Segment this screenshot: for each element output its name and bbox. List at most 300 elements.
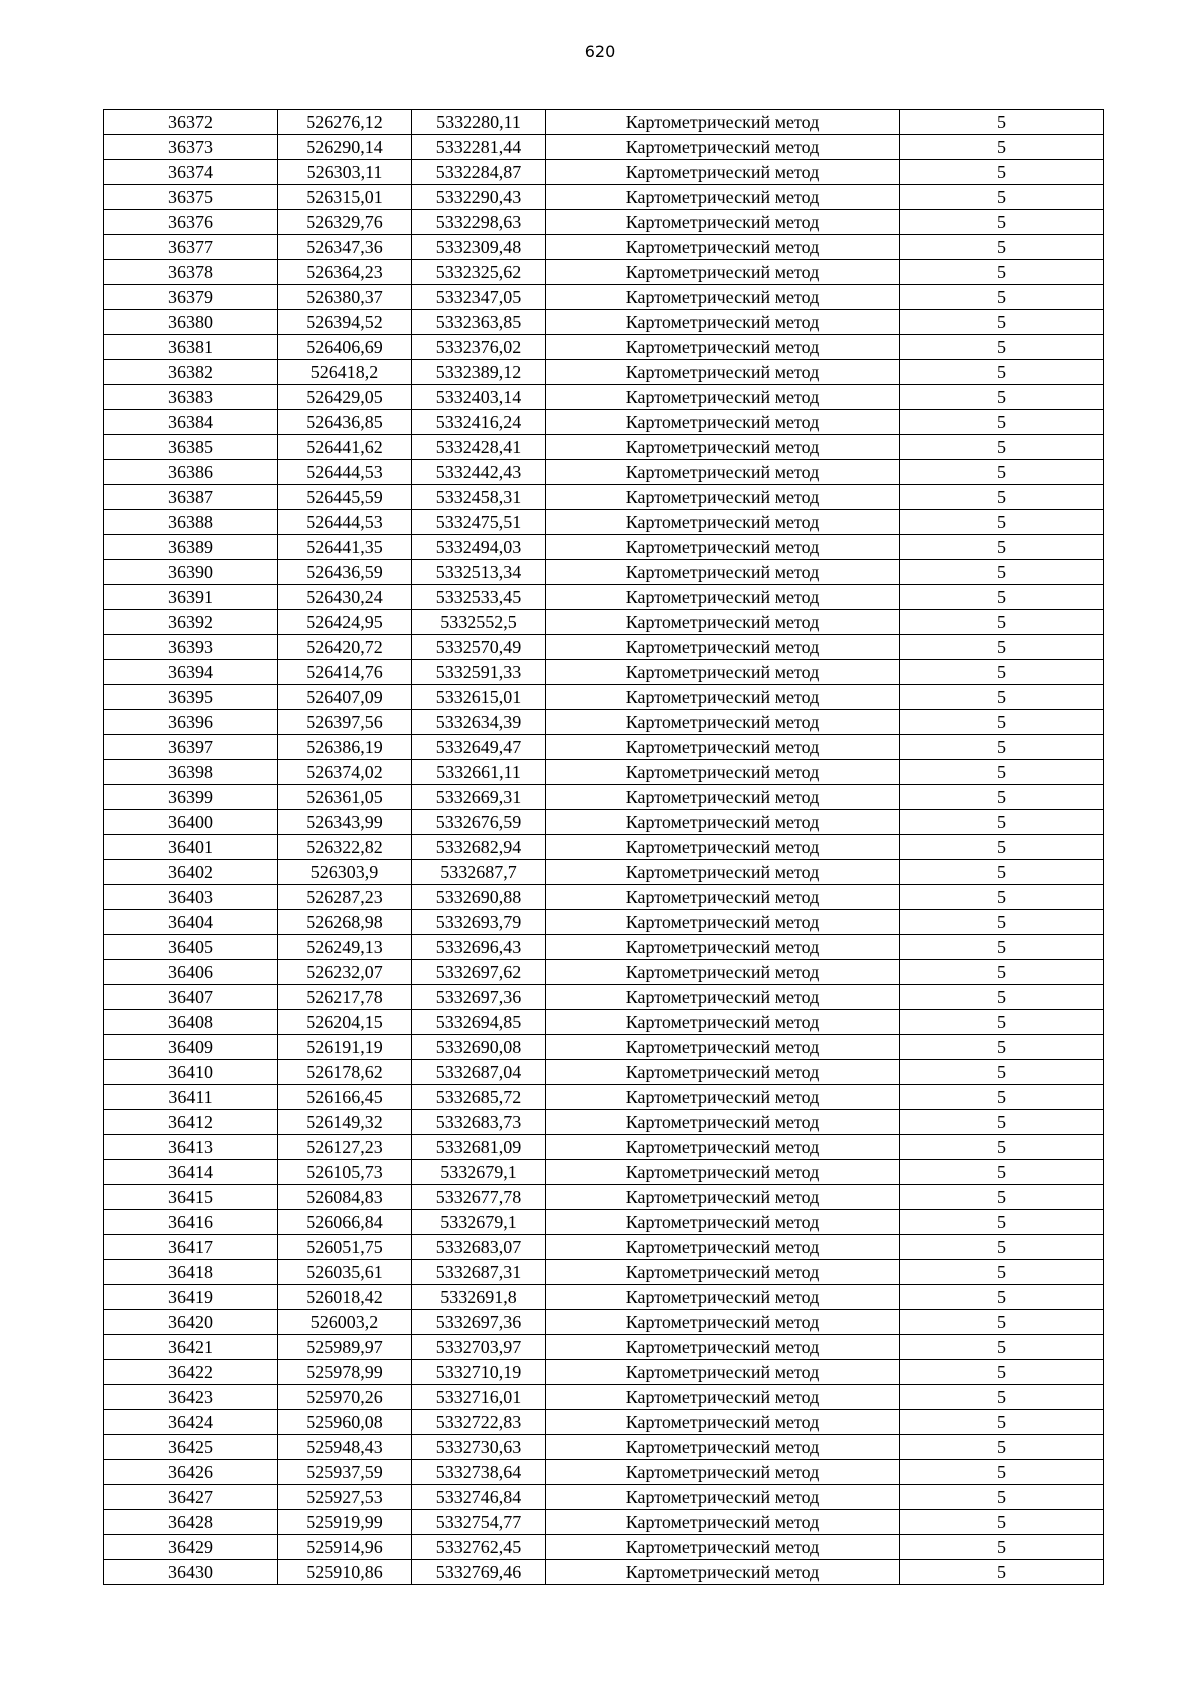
table-row [104, 260, 1104, 285]
y-coordinate-cell: 5332682,94 [412, 835, 546, 860]
accuracy-cell: 5 [900, 735, 1104, 760]
accuracy-cell: 5 [900, 410, 1104, 435]
x-coordinate-cell: 526436,85 [278, 410, 412, 435]
accuracy-cell: 5 [900, 1135, 1104, 1160]
point-number-cell: 36391 [104, 585, 278, 610]
table-row [104, 1285, 1104, 1310]
accuracy-cell: 5 [900, 1210, 1104, 1235]
y-coordinate-cell: 5332769,46 [412, 1560, 546, 1585]
x-coordinate-cell: 526420,72 [278, 635, 412, 660]
y-coordinate-cell: 5332309,48 [412, 235, 546, 260]
point-number-cell: 36403 [104, 885, 278, 910]
y-coordinate-cell: 5332722,83 [412, 1410, 546, 1435]
accuracy-cell: 5 [900, 785, 1104, 810]
method-cell: Картометрический метод [546, 535, 900, 560]
method-cell: Картометрический метод [546, 935, 900, 960]
method-cell: Картометрический метод [546, 1510, 900, 1535]
table-row [104, 1010, 1104, 1035]
accuracy-cell: 5 [900, 1060, 1104, 1085]
y-coordinate-cell: 5332428,41 [412, 435, 546, 460]
accuracy-cell: 5 [900, 585, 1104, 610]
method-cell: Картометрический метод [546, 485, 900, 510]
accuracy-cell: 5 [900, 1085, 1104, 1110]
x-coordinate-cell: 526003,2 [278, 1310, 412, 1335]
accuracy-cell: 5 [900, 885, 1104, 910]
table-row [104, 285, 1104, 310]
x-coordinate-cell: 526430,24 [278, 585, 412, 610]
x-coordinate-cell: 526414,76 [278, 660, 412, 685]
point-number-cell: 36396 [104, 710, 278, 735]
accuracy-cell: 5 [900, 935, 1104, 960]
y-coordinate-cell: 5332591,33 [412, 660, 546, 685]
x-coordinate-cell: 526217,78 [278, 985, 412, 1010]
accuracy-cell: 5 [900, 660, 1104, 685]
table-row [104, 1110, 1104, 1135]
method-cell: Картометрический метод [546, 260, 900, 285]
method-cell: Картометрический метод [546, 1035, 900, 1060]
y-coordinate-cell: 5332634,39 [412, 710, 546, 735]
x-coordinate-cell: 526268,98 [278, 910, 412, 935]
point-number-cell: 36388 [104, 510, 278, 535]
method-cell: Картометрический метод [546, 185, 900, 210]
table-row [104, 1235, 1104, 1260]
point-number-cell: 36412 [104, 1110, 278, 1135]
point-number-cell: 36380 [104, 310, 278, 335]
x-coordinate-cell: 526249,13 [278, 935, 412, 960]
y-coordinate-cell: 5332290,43 [412, 185, 546, 210]
point-number-cell: 36377 [104, 235, 278, 260]
point-number-cell: 36402 [104, 860, 278, 885]
y-coordinate-cell: 5332615,01 [412, 685, 546, 710]
point-number-cell: 36374 [104, 160, 278, 185]
method-cell: Картометрический метод [546, 1535, 900, 1560]
table-row [104, 1260, 1104, 1285]
point-number-cell: 36415 [104, 1185, 278, 1210]
y-coordinate-cell: 5332683,73 [412, 1110, 546, 1135]
x-coordinate-cell: 526191,19 [278, 1035, 412, 1060]
y-coordinate-cell: 5332696,43 [412, 935, 546, 960]
x-coordinate-cell: 526287,23 [278, 885, 412, 910]
point-number-cell: 36425 [104, 1435, 278, 1460]
method-cell: Картометрический метод [546, 1485, 900, 1510]
method-cell: Картометрический метод [546, 885, 900, 910]
table-row [104, 560, 1104, 585]
accuracy-cell: 5 [900, 560, 1104, 585]
point-number-cell: 36397 [104, 735, 278, 760]
method-cell: Картометрический метод [546, 985, 900, 1010]
method-cell: Картометрический метод [546, 710, 900, 735]
x-coordinate-cell: 526232,07 [278, 960, 412, 985]
y-coordinate-cell: 5332676,59 [412, 810, 546, 835]
y-coordinate-cell: 5332669,31 [412, 785, 546, 810]
point-number-cell: 36428 [104, 1510, 278, 1535]
point-number-cell: 36411 [104, 1085, 278, 1110]
y-coordinate-cell: 5332416,24 [412, 410, 546, 435]
point-number-cell: 36410 [104, 1060, 278, 1085]
table-row [104, 510, 1104, 535]
y-coordinate-cell: 5332738,64 [412, 1460, 546, 1485]
x-coordinate-cell: 525978,99 [278, 1360, 412, 1385]
accuracy-cell: 5 [900, 435, 1104, 460]
method-cell: Картометрический метод [546, 310, 900, 335]
point-number-cell: 36401 [104, 835, 278, 860]
method-cell: Картометрический метод [546, 835, 900, 860]
method-cell: Картометрический метод [546, 1285, 900, 1310]
method-cell: Картометрический метод [546, 760, 900, 785]
accuracy-cell: 5 [900, 235, 1104, 260]
point-number-cell: 36375 [104, 185, 278, 210]
accuracy-cell: 5 [900, 1435, 1104, 1460]
table-row [104, 1160, 1104, 1185]
accuracy-cell: 5 [900, 1510, 1104, 1535]
y-coordinate-cell: 5332691,8 [412, 1285, 546, 1310]
y-coordinate-cell: 5332475,51 [412, 510, 546, 535]
y-coordinate-cell: 5332376,02 [412, 335, 546, 360]
y-coordinate-cell: 5332458,31 [412, 485, 546, 510]
y-coordinate-cell: 5332552,5 [412, 610, 546, 635]
table-row [104, 1185, 1104, 1210]
x-coordinate-cell: 526127,23 [278, 1135, 412, 1160]
accuracy-cell: 5 [900, 1360, 1104, 1385]
y-coordinate-cell: 5332677,78 [412, 1185, 546, 1210]
accuracy-cell: 5 [900, 810, 1104, 835]
y-coordinate-cell: 5332697,36 [412, 985, 546, 1010]
table-row [104, 1135, 1104, 1160]
y-coordinate-cell: 5332693,79 [412, 910, 546, 935]
method-cell: Картометрический метод [546, 960, 900, 985]
point-number-cell: 36395 [104, 685, 278, 710]
table-row [104, 435, 1104, 460]
accuracy-cell: 5 [900, 835, 1104, 860]
y-coordinate-cell: 5332687,04 [412, 1060, 546, 1085]
accuracy-cell: 5 [900, 1535, 1104, 1560]
accuracy-cell: 5 [900, 535, 1104, 560]
method-cell: Картометрический метод [546, 410, 900, 435]
y-coordinate-cell: 5332690,88 [412, 885, 546, 910]
point-number-cell: 36417 [104, 1235, 278, 1260]
coordinates-table-body [104, 110, 1104, 1585]
x-coordinate-cell: 526204,15 [278, 1010, 412, 1035]
accuracy-cell: 5 [900, 1285, 1104, 1310]
y-coordinate-cell: 5332679,1 [412, 1210, 546, 1235]
accuracy-cell: 5 [900, 910, 1104, 935]
y-coordinate-cell: 5332697,62 [412, 960, 546, 985]
accuracy-cell: 5 [900, 760, 1104, 785]
x-coordinate-cell: 526329,76 [278, 210, 412, 235]
method-cell: Картометрический метод [546, 285, 900, 310]
x-coordinate-cell: 526347,36 [278, 235, 412, 260]
point-number-cell: 36407 [104, 985, 278, 1010]
method-cell: Картометрический метод [546, 1385, 900, 1410]
y-coordinate-cell: 5332754,77 [412, 1510, 546, 1535]
accuracy-cell: 5 [900, 1485, 1104, 1510]
table-row [104, 410, 1104, 435]
table-row [104, 1360, 1104, 1385]
point-number-cell: 36416 [104, 1210, 278, 1235]
x-coordinate-cell: 525937,59 [278, 1460, 412, 1485]
y-coordinate-cell: 5332280,11 [412, 110, 546, 135]
y-coordinate-cell: 5332687,31 [412, 1260, 546, 1285]
x-coordinate-cell: 526444,53 [278, 460, 412, 485]
table-row [104, 1560, 1104, 1585]
point-number-cell: 36387 [104, 485, 278, 510]
x-coordinate-cell: 526397,56 [278, 710, 412, 735]
y-coordinate-cell: 5332513,34 [412, 560, 546, 585]
accuracy-cell: 5 [900, 310, 1104, 335]
point-number-cell: 36404 [104, 910, 278, 935]
point-number-cell: 36386 [104, 460, 278, 485]
method-cell: Картометрический метод [546, 560, 900, 585]
x-coordinate-cell: 526441,62 [278, 435, 412, 460]
x-coordinate-cell: 526105,73 [278, 1160, 412, 1185]
point-number-cell: 36421 [104, 1335, 278, 1360]
method-cell: Картометрический метод [546, 1135, 900, 1160]
x-coordinate-cell: 526149,32 [278, 1110, 412, 1135]
table-row [104, 485, 1104, 510]
point-number-cell: 36384 [104, 410, 278, 435]
accuracy-cell: 5 [900, 385, 1104, 410]
method-cell: Картометрический метод [546, 135, 900, 160]
method-cell: Картометрический метод [546, 610, 900, 635]
table-row [104, 535, 1104, 560]
table-row [104, 960, 1104, 985]
y-coordinate-cell: 5332347,05 [412, 285, 546, 310]
table-row [104, 385, 1104, 410]
table-row [104, 1535, 1104, 1560]
table-row [104, 910, 1104, 935]
x-coordinate-cell: 525927,53 [278, 1485, 412, 1510]
method-cell: Картометрический метод [546, 1085, 900, 1110]
x-coordinate-cell: 525970,26 [278, 1385, 412, 1410]
point-number-cell: 36400 [104, 810, 278, 835]
point-number-cell: 36393 [104, 635, 278, 660]
point-number-cell: 36399 [104, 785, 278, 810]
point-number-cell: 36418 [104, 1260, 278, 1285]
point-number-cell: 36419 [104, 1285, 278, 1310]
y-coordinate-cell: 5332687,7 [412, 860, 546, 885]
method-cell: Картометрический метод [546, 460, 900, 485]
x-coordinate-cell: 526445,59 [278, 485, 412, 510]
x-coordinate-cell: 526424,95 [278, 610, 412, 635]
method-cell: Картометрический метод [546, 335, 900, 360]
method-cell: Картометрический метод [546, 1260, 900, 1285]
accuracy-cell: 5 [900, 960, 1104, 985]
accuracy-cell: 5 [900, 610, 1104, 635]
method-cell: Картометрический метод [546, 660, 900, 685]
accuracy-cell: 5 [900, 1235, 1104, 1260]
x-coordinate-cell: 526066,84 [278, 1210, 412, 1235]
table-row [104, 185, 1104, 210]
x-coordinate-cell: 526364,23 [278, 260, 412, 285]
x-coordinate-cell: 526418,2 [278, 360, 412, 385]
y-coordinate-cell: 5332746,84 [412, 1485, 546, 1510]
table-row [104, 1410, 1104, 1435]
point-number-cell: 36408 [104, 1010, 278, 1035]
accuracy-cell: 5 [900, 360, 1104, 385]
accuracy-cell: 5 [900, 1260, 1104, 1285]
method-cell: Картометрический метод [546, 1360, 900, 1385]
point-number-cell: 36429 [104, 1535, 278, 1560]
table-row [104, 1060, 1104, 1085]
table-row [104, 935, 1104, 960]
point-number-cell: 36378 [104, 260, 278, 285]
point-number-cell: 36381 [104, 335, 278, 360]
table-row [104, 235, 1104, 260]
method-cell: Картометрический метод [546, 1335, 900, 1360]
x-coordinate-cell: 526394,52 [278, 310, 412, 335]
x-coordinate-cell: 526343,99 [278, 810, 412, 835]
table-row [104, 685, 1104, 710]
x-coordinate-cell: 525910,86 [278, 1560, 412, 1585]
coordinates-table [103, 109, 1104, 1585]
accuracy-cell: 5 [900, 510, 1104, 535]
table-row [104, 1385, 1104, 1410]
accuracy-cell: 5 [900, 985, 1104, 1010]
y-coordinate-cell: 5332442,43 [412, 460, 546, 485]
x-coordinate-cell: 526018,42 [278, 1285, 412, 1310]
x-coordinate-cell: 526429,05 [278, 385, 412, 410]
method-cell: Картометрический метод [546, 585, 900, 610]
table-row [104, 335, 1104, 360]
x-coordinate-cell: 526386,19 [278, 735, 412, 760]
x-coordinate-cell: 526276,12 [278, 110, 412, 135]
accuracy-cell: 5 [900, 135, 1104, 160]
accuracy-cell: 5 [900, 1560, 1104, 1585]
y-coordinate-cell: 5332683,07 [412, 1235, 546, 1260]
point-number-cell: 36382 [104, 360, 278, 385]
table-row [104, 735, 1104, 760]
accuracy-cell: 5 [900, 1335, 1104, 1360]
table-row [104, 310, 1104, 335]
table-row [104, 585, 1104, 610]
table-row [104, 1510, 1104, 1535]
point-number-cell: 36427 [104, 1485, 278, 1510]
accuracy-cell: 5 [900, 635, 1104, 660]
point-number-cell: 36390 [104, 560, 278, 585]
accuracy-cell: 5 [900, 160, 1104, 185]
x-coordinate-cell: 526322,82 [278, 835, 412, 860]
y-coordinate-cell: 5332685,72 [412, 1085, 546, 1110]
method-cell: Картометрический метод [546, 635, 900, 660]
accuracy-cell: 5 [900, 1010, 1104, 1035]
method-cell: Картометрический метод [546, 685, 900, 710]
method-cell: Картометрический метод [546, 860, 900, 885]
method-cell: Картометрический метод [546, 810, 900, 835]
point-number-cell: 36379 [104, 285, 278, 310]
method-cell: Картометрический метод [546, 435, 900, 460]
point-number-cell: 36423 [104, 1385, 278, 1410]
point-number-cell: 36413 [104, 1135, 278, 1160]
x-coordinate-cell: 526374,02 [278, 760, 412, 785]
y-coordinate-cell: 5332281,44 [412, 135, 546, 160]
point-number-cell: 36424 [104, 1410, 278, 1435]
table-row [104, 660, 1104, 685]
method-cell: Картометрический метод [546, 210, 900, 235]
point-number-cell: 36373 [104, 135, 278, 160]
x-coordinate-cell: 526436,59 [278, 560, 412, 585]
point-number-cell: 36383 [104, 385, 278, 410]
accuracy-cell: 5 [900, 210, 1104, 235]
method-cell: Картометрический метод [546, 1235, 900, 1260]
method-cell: Картометрический метод [546, 1210, 900, 1235]
method-cell: Картометрический метод [546, 385, 900, 410]
table-row [104, 135, 1104, 160]
table-row [104, 635, 1104, 660]
x-coordinate-cell: 526051,75 [278, 1235, 412, 1260]
accuracy-cell: 5 [900, 460, 1104, 485]
table-row [104, 985, 1104, 1010]
y-coordinate-cell: 5332762,45 [412, 1535, 546, 1560]
x-coordinate-cell: 526303,11 [278, 160, 412, 185]
point-number-cell: 36392 [104, 610, 278, 635]
table-row [104, 610, 1104, 635]
y-coordinate-cell: 5332570,49 [412, 635, 546, 660]
table-row [104, 810, 1104, 835]
x-coordinate-cell: 526166,45 [278, 1085, 412, 1110]
method-cell: Картометрический метод [546, 1410, 900, 1435]
accuracy-cell: 5 [900, 1185, 1104, 1210]
x-coordinate-cell: 525948,43 [278, 1435, 412, 1460]
table-row [104, 885, 1104, 910]
table-row [104, 760, 1104, 785]
x-coordinate-cell: 526035,61 [278, 1260, 412, 1285]
accuracy-cell: 5 [900, 1160, 1104, 1185]
accuracy-cell: 5 [900, 685, 1104, 710]
table-row [104, 710, 1104, 735]
y-coordinate-cell: 5332716,01 [412, 1385, 546, 1410]
table-row [104, 860, 1104, 885]
point-number-cell: 36426 [104, 1460, 278, 1485]
y-coordinate-cell: 5332679,1 [412, 1160, 546, 1185]
method-cell: Картометрический метод [546, 1185, 900, 1210]
x-coordinate-cell: 525989,97 [278, 1335, 412, 1360]
method-cell: Картометрический метод [546, 1010, 900, 1035]
y-coordinate-cell: 5332697,36 [412, 1310, 546, 1335]
accuracy-cell: 5 [900, 1410, 1104, 1435]
page-number: 620 [584, 42, 616, 61]
point-number-cell: 36430 [104, 1560, 278, 1585]
x-coordinate-cell: 526178,62 [278, 1060, 412, 1085]
accuracy-cell: 5 [900, 260, 1104, 285]
point-number-cell: 36372 [104, 110, 278, 135]
y-coordinate-cell: 5332403,14 [412, 385, 546, 410]
point-number-cell: 36389 [104, 535, 278, 560]
accuracy-cell: 5 [900, 1110, 1104, 1135]
table-row [104, 785, 1104, 810]
method-cell: Картометрический метод [546, 910, 900, 935]
method-cell: Картометрический метод [546, 110, 900, 135]
y-coordinate-cell: 5332494,03 [412, 535, 546, 560]
table-row [104, 1435, 1104, 1460]
accuracy-cell: 5 [900, 1460, 1104, 1485]
y-coordinate-cell: 5332730,63 [412, 1435, 546, 1460]
method-cell: Картометрический метод [546, 1110, 900, 1135]
method-cell: Картометрический метод [546, 785, 900, 810]
x-coordinate-cell: 526315,01 [278, 185, 412, 210]
x-coordinate-cell: 526380,37 [278, 285, 412, 310]
x-coordinate-cell: 526303,9 [278, 860, 412, 885]
accuracy-cell: 5 [900, 335, 1104, 360]
point-number-cell: 36414 [104, 1160, 278, 1185]
point-number-cell: 36376 [104, 210, 278, 235]
y-coordinate-cell: 5332649,47 [412, 735, 546, 760]
y-coordinate-cell: 5332284,87 [412, 160, 546, 185]
method-cell: Картометрический метод [546, 235, 900, 260]
method-cell: Картометрический метод [546, 1310, 900, 1335]
accuracy-cell: 5 [900, 485, 1104, 510]
method-cell: Картометрический метод [546, 1160, 900, 1185]
y-coordinate-cell: 5332681,09 [412, 1135, 546, 1160]
